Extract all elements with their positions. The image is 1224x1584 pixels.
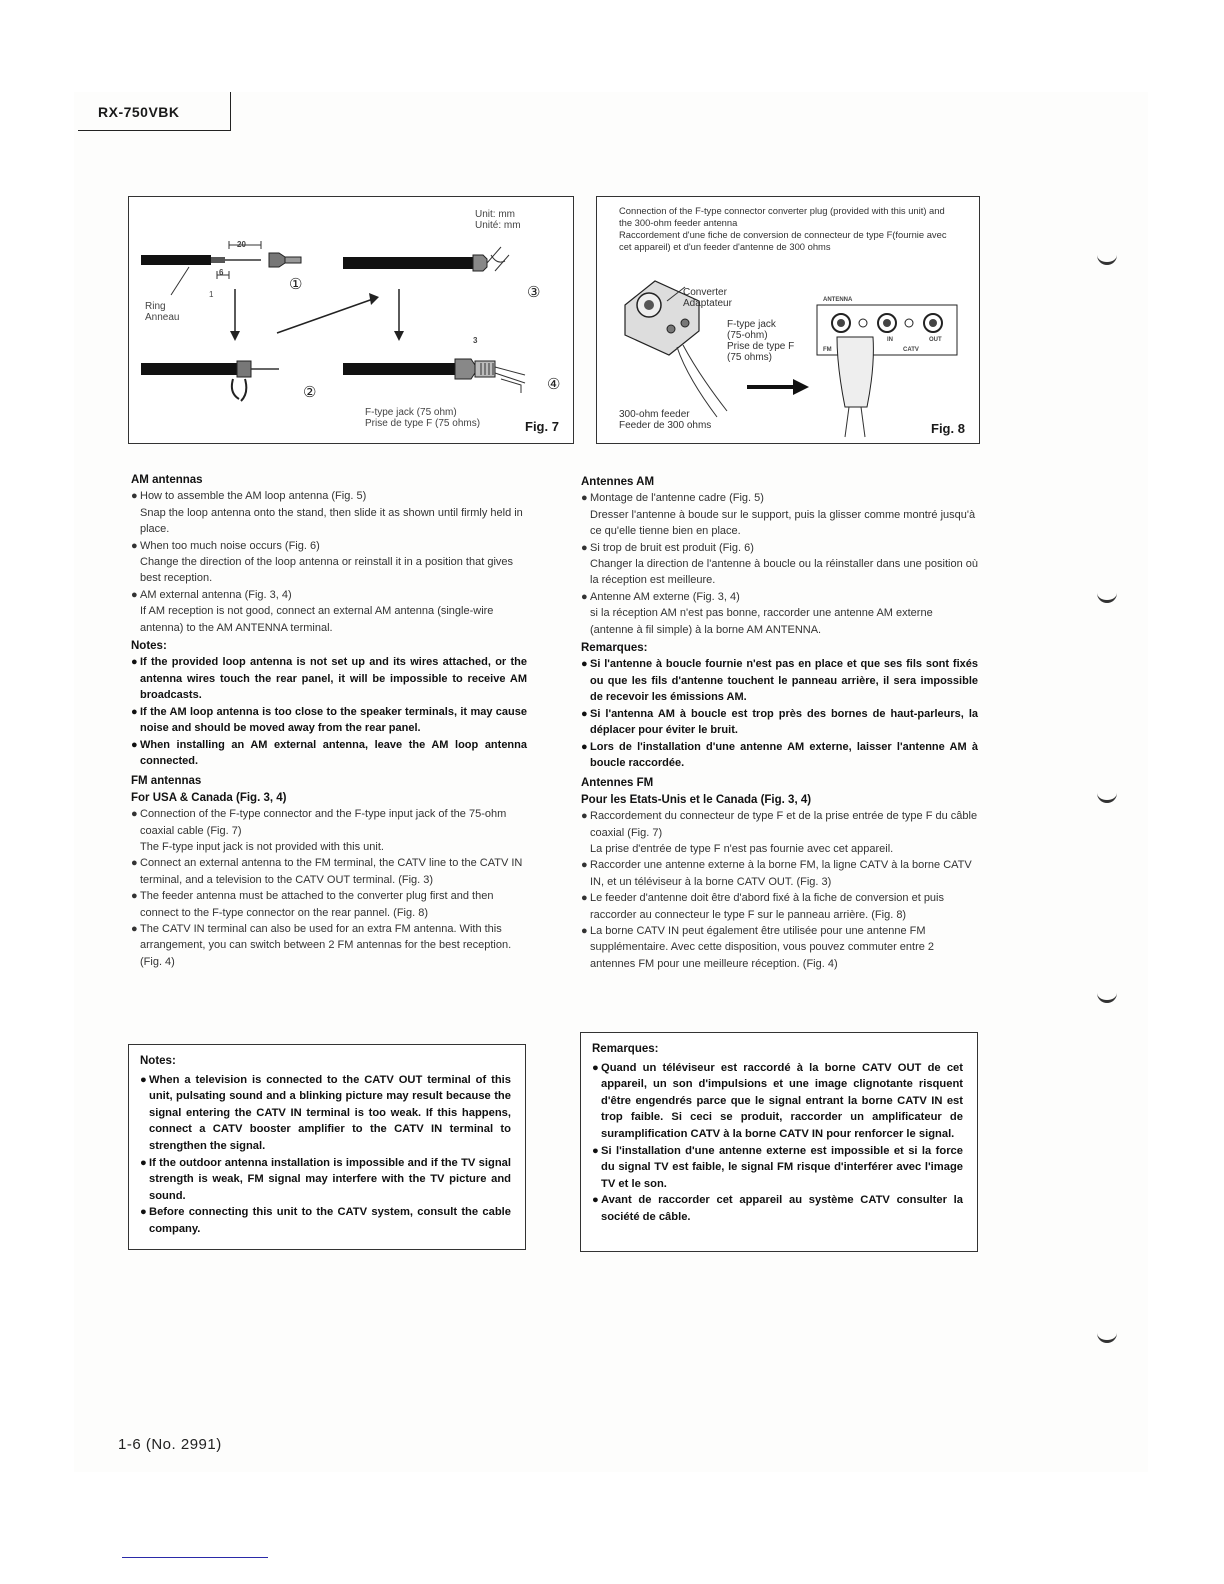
note-item: ● When a television is connected to the CATV OUT terminal of this unit, pulsating sound and a blinking picture may result because the signal entering the CATV IN terminal is too weak. If this happens, connect a CATV booster amplifier to the CATV IN terminal to strengthen the signal.: [140, 1073, 511, 1152]
fm-antennas-title-fr: Antennes FM: [581, 777, 654, 790]
fig8-arrow: [747, 379, 809, 395]
fig8-panel-antenna: ANTENNA: [823, 297, 853, 303]
catv-notes-title-fr: Remarques:: [592, 1043, 659, 1055]
list-item-detail: Changer la direction de l'antenne à boucle ou la réinstaller dans une position où la réception est meilleure.: [590, 558, 978, 587]
list-item-detail: si la réception AM n'est pas bonne, raccorder une antenne AM externe (antenne à fil simple) à la borne AM ANTENNA.: [590, 607, 933, 636]
right-column-french: [581, 474, 978, 972]
fig7-cable-2: [141, 361, 279, 401]
am-antennas-title: AM antennas: [131, 474, 203, 486]
list-item: ● The CATV IN terminal can also be used for an extra FM antenna. With this arrangement, you can switch between 2 FM antennas for the best reception. (Fig. 4): [131, 922, 512, 968]
fig8-caption-fr: Raccordement d'une fiche de conversion de connecteur de type F(fournie avec cet appareil) et d'un feeder d'antenne de 300 ohms: [619, 229, 947, 252]
fig7-drawing: [129, 197, 573, 443]
fm-antennas-title: FM antennas: [131, 775, 202, 788]
list-item: ● AM external antenna (Fig. 3, 4): [131, 588, 292, 601]
fig8-feeder-fr: Feeder de 300 ohms: [619, 420, 712, 431]
fig8-panel-in: IN: [887, 337, 893, 343]
note-item: ● Si l'antenna AM à boucle est trop près des bornes de haut-parleurs, la déplacer pour éviter le bruit.: [581, 707, 978, 737]
note-item: ● If the outdoor antenna installation is impossible and if the TV signal strength is weak, FM signal may interfere with the TV picture and sound.: [140, 1156, 511, 1202]
list-item: ● The feeder antenna must be attached to the converter plug first and then connect to the F-type connector on the rear pannel. (Fig. 8): [131, 890, 494, 919]
list-item-detail: Dresser l'antenne à boude sur le support, puis la glisser comme montré jusqu'à ce qu'elle tienne bien en place.: [590, 508, 976, 538]
am-antennas-title-fr: Antennes AM: [581, 476, 655, 488]
fig7-label: Fig. 7: [525, 419, 559, 434]
fm-region-subtitle-fr: Pour les Etats-Unis et le Canada (Fig. 3, 4): [581, 793, 812, 806]
left-column-english: [131, 472, 527, 970]
fig7-cable-4: [343, 359, 525, 393]
catv-notes-box-french: [580, 1032, 978, 1252]
fig8-jack-fr-2: (75 ohms): [727, 352, 773, 363]
scan-edge-line: [122, 1557, 268, 1558]
note-item: ● If the AM loop antenna is too close to the speaker terminals, it may cause noise and should be moved away from the rear panel.: [131, 705, 527, 735]
fig8-jack-fr-1: Prise de type F: [727, 341, 795, 352]
list-item: ● How to assemble the AM loop antenna (Fig. 5): [131, 490, 367, 503]
fm-region-subtitle: For USA & Canada (Fig. 3, 4): [131, 791, 287, 804]
fig7-unit-fr: Unité: mm: [475, 220, 521, 231]
fig7-step-3: ③: [527, 284, 541, 301]
note-item: ● If the provided loop antenna is not set up and its wires attached, or the antenna wires touch the rear panel, it will be impossible to receive AM broadcasts.: [131, 656, 527, 702]
list-item: ● Si trop de bruit est produit (Fig. 6): [581, 541, 754, 554]
note-item: ● Quand un téléviseur est raccordé à la borne CATV OUT de cet appareil, un son d'impulsions et une image clignotante risquent d'être engendrés parce que le signal entrant la borne CATV IN est trop faible. Si ceci se produit, raccorder un amplificateur de suramplification CATV à la borne CATV IN pour renforcer le signal.: [592, 1061, 963, 1140]
note-item: ● Before connecting this unit to the CATV system, consult the cable company.: [140, 1206, 511, 1235]
note-item: ● Si l'installation d'une antenne externe est impossible et si la force du signal TV est faible, le signal FM risque d'interférer avec l'image TV et le son.: [592, 1144, 963, 1190]
fig7-step-4: ④: [547, 376, 561, 393]
model-number: RX-750VBK: [98, 104, 180, 120]
catv-notes-box-english: [128, 1044, 526, 1250]
fig7-dim-1: 1: [209, 290, 214, 299]
list-item: ● Antenne AM externe (Fig. 3, 4): [581, 590, 740, 603]
fig8-panel-catv: CATV: [903, 347, 919, 353]
list-item-detail: If AM reception is not good, connect an external AM antenna (single-wire antenna) to the AM ANTENNA terminal.: [140, 605, 494, 634]
fig8-jack-en-1: F-type jack: [727, 319, 776, 330]
notes-title: Notes:: [131, 640, 167, 653]
fig7-step-2: ②: [303, 384, 317, 401]
notes-title-fr: Remarques:: [581, 642, 648, 655]
fig8-jack-en-2: (75-ohm): [727, 330, 768, 341]
fig7-step-1: ①: [289, 276, 303, 293]
note-item: ● Lors de l'installation d'une antenne AM externe, laisser l'antenne AM à boucle raccordée.: [581, 740, 978, 769]
fig7-jack-en: F-type jack (75 ohm): [365, 407, 457, 418]
fig7-ring-fr: Anneau: [145, 312, 180, 323]
list-item: ● Raccorder une antenne externe à la borne FM, la ligne CATV à la borne CATV IN, et un téléviseur à la borne CATV OUT. (Fig. 3): [581, 859, 972, 888]
list-item: ● When too much noise occurs (Fig. 6): [131, 539, 320, 552]
list-item-detail: La prise d'entrée de type F n'est pas fournie avec cet appareil.: [590, 842, 894, 855]
fig7-unit-en: Unit: mm: [475, 209, 515, 220]
fig7-ring-en: Ring: [145, 301, 166, 312]
fig8-label: Fig. 8: [931, 421, 965, 436]
fig7-cable-3: [343, 247, 509, 271]
fig7-dim-20: 20: [237, 240, 246, 249]
list-item-detail: Change the direction of the loop antenna or reinstall it in a position that gives best reception.: [140, 556, 514, 585]
list-item: ● Connection of the F-type connector and the F-type input jack of the 75-ohm coaxial cable (Fig. 7): [131, 808, 507, 837]
fig8-converter-fr: Adaptateur: [683, 298, 732, 309]
model-header: [78, 92, 231, 131]
list-item: ● Raccordement du connecteur de type F et de la prise entrée de type F du câble coaxial (Fig. 7): [581, 810, 978, 839]
fig8-converter-en: Converter: [683, 287, 727, 298]
list-item-detail: The F-type input jack is not provided with this unit.: [140, 840, 384, 853]
note-item: ● Si l'antenne à boucle fournie n'est pas en place et que ses fils sont fixés ou que les fils d'antenne touchent le panneau arrière, il sera impossible de recevoir les émissions AM.: [581, 658, 978, 704]
note-item: ● Avant de raccorder cet appareil au système CATV consulter la société de câble.: [592, 1194, 963, 1223]
figure-8: [596, 196, 980, 444]
figure-7: [128, 196, 574, 444]
fig8-caption-en: Connection of the F-type connector converter plug (provided with this unit) and the 300-ohm feeder antenna: [619, 205, 945, 228]
catv-notes-title: Notes:: [140, 1055, 176, 1067]
fig7-jack-fr: Prise de type F (75 ohms): [365, 418, 481, 429]
fig8-rear-panel: [817, 305, 957, 437]
list-item: ● Montage de l'antenne cadre (Fig. 5): [581, 492, 764, 505]
fig8-panel-fm: FM: [823, 347, 832, 353]
list-item-detail: Snap the loop antenna onto the stand, then slide it as shown until firmly held in place.: [140, 506, 523, 536]
fig7-dim-6: 6: [219, 268, 224, 277]
list-item: ● La borne CATV IN peut également être utilisée pour une antenne FM supplémentaire. Avec cette disposition, vous pouvez commuter entre 2 antennes FM pour une meilleure réception. (Fig. 4): [581, 924, 935, 970]
note-item: ● When installing an AM external antenna, leave the AM loop antenna connected.: [131, 738, 527, 767]
fig7-dim-3: 3: [473, 336, 478, 345]
list-item: ● Connect an external antenna to the FM terminal, the CATV line to the CATV IN terminal, and a television to the CATV OUT terminal. (Fig. 3): [131, 857, 523, 886]
fig8-panel-out: OUT: [929, 337, 942, 343]
fig7-arrows: [230, 289, 404, 341]
page-number: 1-6 (No. 2991): [118, 1436, 222, 1453]
fig8-feeder-en: 300-ohm feeder: [619, 409, 690, 420]
list-item: ● Le feeder d'antenne doit être d'abord fixé à la fiche de conversion et puis raccorder au connecteur le type F sur le panneau arrière. (Fig. 8): [581, 892, 944, 921]
